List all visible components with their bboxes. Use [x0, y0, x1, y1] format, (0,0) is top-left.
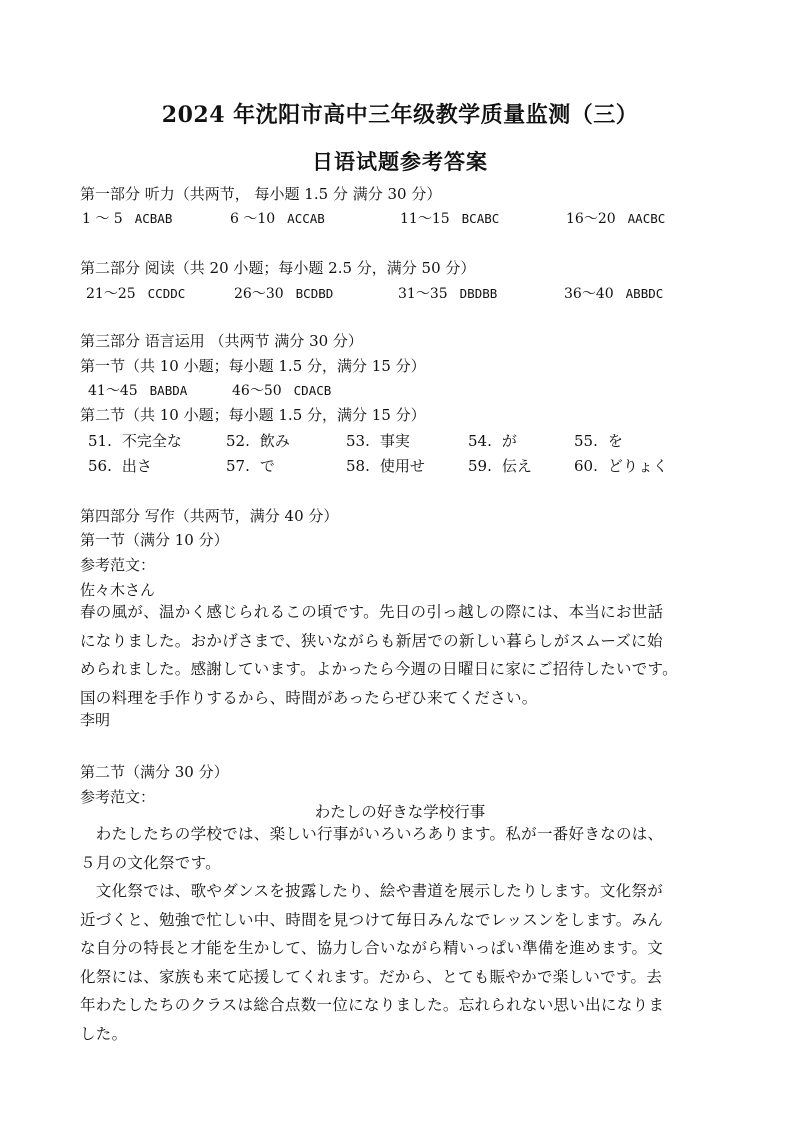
essay-line: な自分の特長と才能を生かして、協力し合いながら精いっぱい準備を進めます。文: [80, 939, 664, 957]
answer-group: 31～35 DBDBB: [398, 286, 498, 302]
part3-section2-heading: 第二节（共 10 小题；每小题 1.5 分，满分 15 分）: [80, 406, 426, 424]
answer-group: 21～25 CCDDC: [86, 286, 186, 302]
answer-group: 36～40 ABBDC: [564, 286, 664, 302]
answer-group: 41～45 BABDA: [88, 383, 188, 399]
fill-in-answer: 52. 飲み: [226, 432, 290, 450]
part4-section2-heading: 第二节（满分 30 分）: [80, 763, 229, 781]
fill-in-answer: 57. で: [226, 457, 275, 475]
letter-line: 国の料理を手作りするから、時間があったらぜひ来てください。: [80, 688, 538, 707]
part2-heading: 第二部分 阅读（共 20 小题；每小题 2.5 分，满分 50 分）: [80, 259, 476, 277]
fill-in-answer: 58. 使用せ: [346, 457, 425, 475]
essay-title: わたしの好きな学校行事: [314, 803, 486, 821]
answer-group: 16～20 AACBC: [566, 211, 666, 227]
letter-signature: 李明: [80, 711, 111, 729]
answer-group: 26～30 BCDBD: [234, 286, 334, 302]
answer-group: 11～15 BCABC: [400, 211, 500, 227]
fill-in-answer: 54. が: [468, 432, 517, 450]
fill-in-answer: 53. 事実: [346, 432, 410, 450]
answer-group: 6 ～10 ACCAB: [230, 211, 325, 227]
essay-line: 化祭には、家族も来て応援してくれます。だから、とても賑やかで楽しいです。去: [80, 967, 663, 986]
part3-section1-heading: 第一节（共 10 小题；每小题 1.5 分，满分 15 分）: [80, 357, 426, 375]
essay-line: 年わたしたちのクラスは総合点数一位になりました。忘れられない思い出になりま: [80, 996, 665, 1014]
document-subtitle: 日语试题参考答案: [312, 149, 488, 174]
fill-in-answer: 55. を: [574, 432, 623, 450]
essay-line: わたしたちの学校では、楽しい行事がいろいろあります。私が一番好きなのは、: [80, 825, 664, 843]
part4-section1-heading: 第一节（满分 10 分）: [80, 531, 229, 549]
part4-heading: 第四部分 写作（共两节，满分 40 分）: [80, 507, 339, 525]
fill-in-answer: 59. 伝え: [468, 457, 532, 475]
answer-group: 1 ～ 5 ACBAB: [82, 211, 173, 227]
part3-heading: 第三部分 语言运用 （共两节 满分 30 分）: [80, 332, 363, 350]
letter-line: められました。感謝しています。よかったら今週の日曜日に家にご招待したいです。: [80, 660, 678, 678]
answer-group: 46～50 CDACB: [232, 383, 332, 399]
part1-heading: 第一部分 听力（共两节， 每小题 1.5 分 满分 30 分）: [80, 185, 442, 203]
letter-line: 春の風が、温かく感じられるこの頃です。先日の引っ越しの際には、本当にお世話: [80, 603, 664, 621]
letter-salutation: 佐々木さん: [80, 581, 156, 599]
letter-line: になりました。おかげさまで、狭いながらも新居での新しい暮らしがスムーズに始: [80, 631, 663, 650]
letter-body: [80, 598, 730, 712]
fill-in-answer: 56. 出さ: [88, 457, 152, 475]
essay-line: ５月の文化祭です。: [80, 853, 221, 872]
fill-in-answer: 51. 不完全な: [88, 432, 182, 450]
document-title: 2024 年沈阳市高中三年级教学质量监测（三）: [161, 102, 639, 128]
essay-line: 近づくと、勉強で忙しい中、時間を見つけて毎日みんなでレッスンをします。みん: [80, 910, 664, 929]
essay-line: した。: [80, 1024, 128, 1043]
fill-in-answer: 60. どりょく: [574, 457, 668, 475]
essay-line: 文化祭では、歌やダンスを披露したり、絵や書道を展示したりします。文化祭が: [80, 882, 664, 900]
essay-body: [80, 820, 730, 1048]
reference-label: 参考范文：: [80, 788, 156, 806]
reference-label: 参考范文：: [80, 556, 156, 574]
